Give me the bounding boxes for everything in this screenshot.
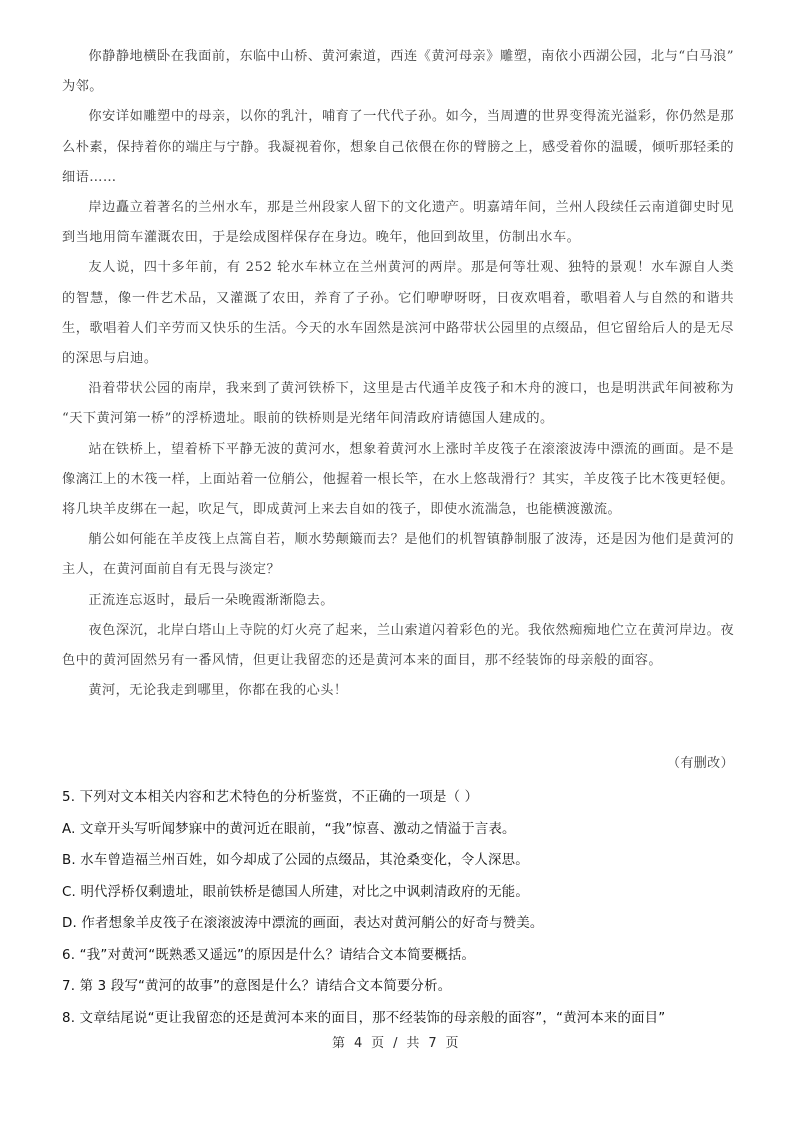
page-footer bbox=[0, 1032, 793, 1051]
passage-paragraph-7: 艄公如何能在羊皮筏上点篙自若，顺水势颠簸而去？是他们的机智镇静制服了波涛，还是因为他们是黄河的主人，在黄河面前自有无畏与淡定？ bbox=[62, 532, 734, 578]
passage-paragraph-2: 你安详如雕塑中的母亲，以你的乳汁，哺育了一代代子孙。如今，当周遭的世界变得流光溢彩，你仍然是那么朴素，保持着你的端庄与宁静。我凝视着你，想象自己依偎在你的臂膀之上，感受着你的温暖，倾听那轻柔的细语…… bbox=[62, 109, 734, 185]
passage-paragraph-3: 岸边矗立着著名的兰州水车，那是兰州段家人留下的文化遗产。明嘉靖年间，兰州人段续任云南道御史时见到当地用筒车灌溉农田，于是绘成图样保存在身边。晚年，他回到故里，仿制出水车。 bbox=[62, 200, 734, 246]
passage-paragraph-5: 沿着带状公园的南岸，我来到了黄河铁桥下，这里是古代通羊皮筏子和木舟的渡口，也是明洪武年间被称为“天下黄河第一桥”的浮桥遗址。眼前的铁桥则是光绪年间清政府请德国人建成的。 bbox=[62, 381, 734, 427]
page-number-text: 第 4 页 / 共 7 页 bbox=[332, 1036, 461, 1051]
passage-paragraph-8: 正流连忘返时，最后一朵晚霞渐渐隐去。 bbox=[88, 592, 334, 608]
question-6-stem: 6. “我”对黄河“既熟悉又遥远”的原因是什么？请结合文本简要概括。 bbox=[62, 947, 476, 963]
passage-attribution: （有删改） bbox=[666, 756, 734, 771]
passage-paragraph-4: 友人说，四十多年前，有 252 轮水车林立在兰州黄河的两岸。那是何等壮观、独特的景观！水车源自人类的智慧，像一件艺术品，又灌溉了农田，养育了子孙。它们咿咿呀呀，日夜欢唱着，歌唱着人与自然的和谐共生，歌唱着人们辛劳而又快乐的生活。今天的水车固然是滨河中路带状公园里的点缀品，但它留给后人的是无尽的深思与启迪。 bbox=[62, 260, 734, 367]
passage-paragraph-6: 站在铁桥上，望着桥下平静无波的黄河水，想象着黄河水上涨时羊皮筏子在滚滚波涛中漂流的画面。是不是像漓江上的木筏一样，上面站着一位艄公，他握着一根长竿，在水上悠哉滑行？其实，羊皮筏子比木筏更轻便。将几块羊皮绑在一起，吹足气，即成黄河上来去自如的筏子，即使水流湍急，也能横渡激流。 bbox=[62, 441, 734, 518]
question-7-stem: 7. 第 3 段写“黄河的故事”的意图是什么？请结合文本简要分析。 bbox=[62, 979, 452, 994]
question-5-stem: 5. 下列对文本相关内容和艺术特色的分析鉴赏，不正确的一项是（ ） bbox=[62, 790, 479, 805]
passage-paragraph-10: 黄河，无论我走到哪里，你都在我的心头！ bbox=[88, 683, 348, 699]
question-5-option-b[interactable]: B. 水车曾造福兰州百姓，如今却成了公园的点缀品，其沧桑变化，令人深思。 bbox=[62, 853, 529, 868]
question-list bbox=[62, 782, 752, 1034]
question-5-option-d[interactable]: D. 作者想象羊皮筏子在滚滚波涛中漂流的画面，表达对黄河艄公的好奇与赞美。 bbox=[62, 916, 544, 931]
passage-paragraph-9: 夜色深沉，北岸白塔山上寺院的灯火亮了起来，兰山索道闪着彩色的光。我依然痴痴地伫立在黄河岸边。夜色中的黄河固然另有一番风情，但更让我留恋的还是黄河本来的面目，那不经装饰的母亲般的面容。 bbox=[62, 622, 734, 669]
reading-passage bbox=[62, 42, 734, 706]
question-5-option-c[interactable]: C. 明代浮桥仅剩遗址，眼前铁桥是德国人所建，对比之中讽刺清政府的无能。 bbox=[62, 884, 529, 900]
question-8-stem: 8. 文章结尾说“更让我留恋的还是黄河本来的面目，那不经装饰的母亲般的面容”，“黄河本来的面目” bbox=[62, 1010, 666, 1026]
passage-paragraph-1: 你静静地横卧在我面前，东临中山桥、黄河索道，西连《黄河母亲》雕塑，南依小西湖公园，北与“白马浪”为邻。 bbox=[62, 49, 734, 95]
question-5-option-a[interactable]: A. 文章开头写听闻梦寐中的黄河近在眼前，“我”惊喜、激动之情溢于言表。 bbox=[62, 821, 516, 837]
